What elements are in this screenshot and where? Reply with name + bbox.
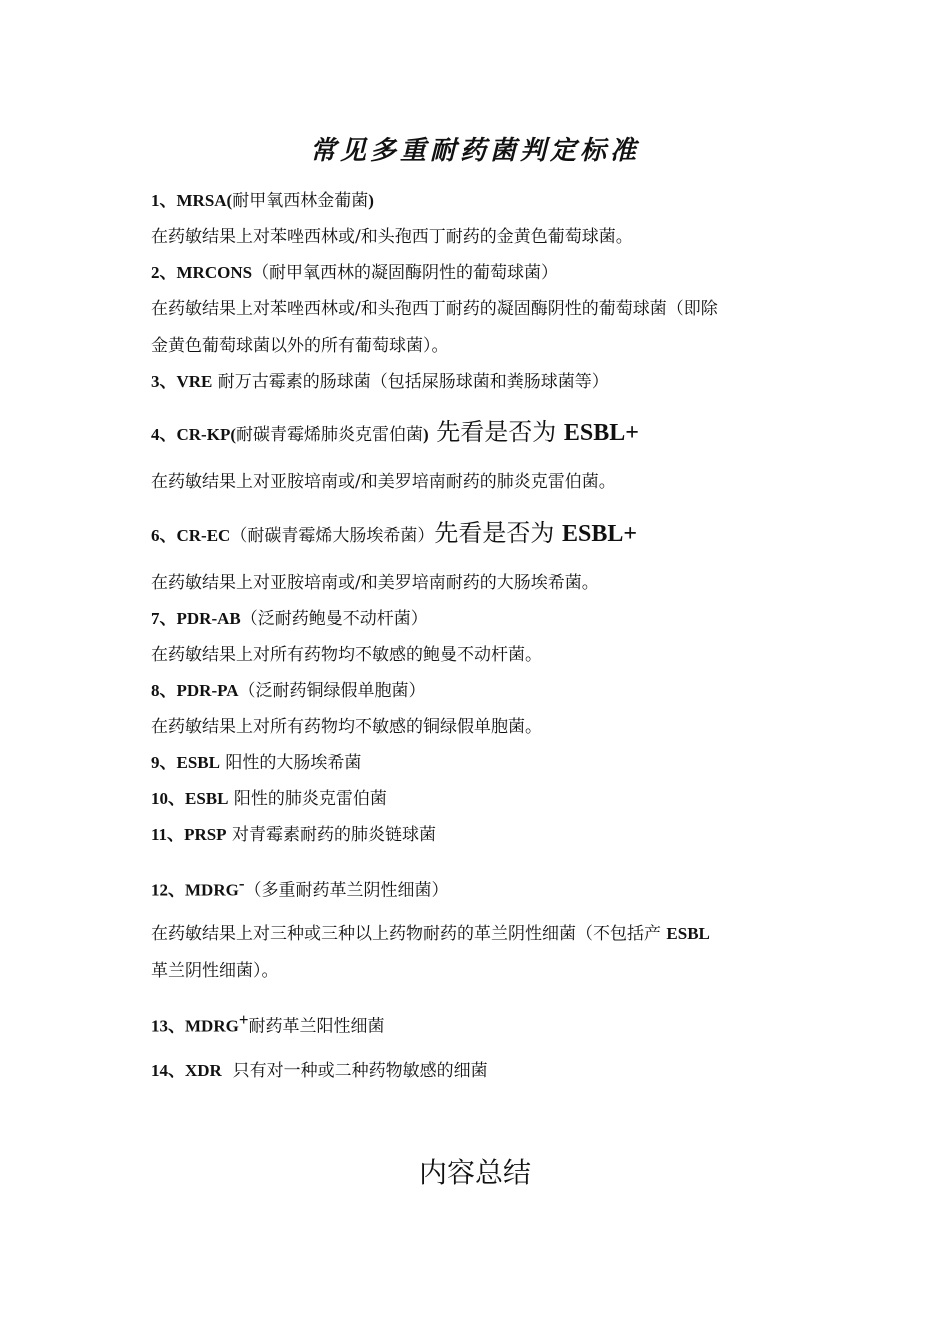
item-number: 12、	[151, 880, 185, 900]
item-code: PDR-PA	[176, 681, 239, 700]
item-7-description: 在药敏结果上对所有药物均不敏感的鲍曼不动杆菌。	[151, 645, 542, 665]
item-8-heading	[151, 680, 811, 702]
item-number: 7、	[151, 609, 177, 628]
item-number: 10、	[151, 789, 185, 808]
item-1-heading	[151, 190, 811, 212]
item-code: MDRG	[185, 880, 239, 900]
item-12-description-line-2: 革兰阴性细菌）。	[151, 961, 279, 981]
item-number: 8、	[151, 681, 177, 700]
item-6-description: 在药敏结果上对亚胺培南或/和美罗培南耐药的大肠埃希菌。	[151, 573, 599, 593]
item-number: 6、	[151, 526, 177, 545]
item-note-code: ESBL+	[563, 420, 639, 446]
item-code: XDR	[185, 1061, 222, 1080]
item-text: （多重耐药革兰阴性细菌）	[244, 880, 449, 901]
item-code: ESBL	[176, 753, 220, 772]
item-code: CR-KP(	[176, 425, 236, 444]
item-code: VRE	[176, 372, 213, 391]
item-text: 耐万古霉素的肠球菌（包括屎肠球菌和粪肠球菌等）	[212, 372, 609, 392]
item-code: MRSA(	[176, 191, 233, 210]
item-note: 先看是否为	[434, 519, 562, 547]
item-text: （泛耐药铜绿假单胞菌）	[238, 681, 426, 701]
page-title: 常见多重耐药菌判定标准	[309, 136, 640, 166]
item-text: （泛耐药鲍曼不动杆菌）	[240, 609, 428, 629]
item-text: 阳性的肺炎克雷伯菌	[228, 789, 387, 809]
item-number: 13、	[151, 1016, 185, 1036]
item-text: 只有对一种或二种药物敏感的细菌	[221, 1061, 488, 1081]
item-3-heading	[151, 371, 811, 393]
item-number: 1、	[151, 191, 177, 210]
item-text: 耐药革兰阳性细菌	[248, 1016, 385, 1037]
item-4-heading	[151, 418, 811, 449]
item-13-heading	[151, 1009, 811, 1038]
item-2-description-line-2: 金黄色葡萄球菌以外的所有葡萄球菌）。	[151, 336, 449, 356]
item-code: MDRG	[185, 1016, 239, 1036]
item-number: 2、	[151, 263, 177, 282]
item-number: 11、	[151, 825, 185, 844]
item-1-description: 在药敏结果上对苯唑西林或/和头孢西丁耐药的金黄色葡萄球菌。	[151, 227, 633, 247]
item-close: )	[368, 191, 374, 210]
item-text: 对青霉素耐药的肺炎链球菌	[226, 825, 436, 845]
item-code: ESBL	[185, 789, 229, 808]
item-6-heading	[151, 519, 811, 550]
item-14-heading	[151, 1060, 811, 1082]
item-text: 耐碳青霉烯肺炎克雷伯菌	[235, 425, 423, 445]
item-2-description-line-1: 在药敏结果上对苯唑西林或/和头孢西丁耐药的凝固酶阴性的葡萄球菌（即除	[151, 299, 718, 319]
item-12-description-line-1	[151, 923, 811, 945]
item-number: 4、	[151, 425, 177, 444]
description-code: ESBL	[666, 924, 710, 943]
item-code: MRCONS	[176, 263, 253, 282]
item-text: 耐甲氧西林金葡菌	[232, 191, 369, 211]
item-12-heading	[151, 873, 811, 902]
item-4-description: 在药敏结果上对亚胺培南或/和美罗培南耐药的肺炎克雷伯菌。	[151, 472, 616, 492]
item-9-heading	[151, 752, 811, 774]
summary-heading: 内容总结	[418, 1156, 531, 1189]
item-8-description: 在药敏结果上对所有药物均不敏感的铜绿假单胞菌。	[151, 717, 542, 737]
item-11-heading	[151, 824, 811, 846]
item-text: 阳性的大肠埃希菌	[219, 753, 362, 773]
item-number: 9、	[151, 753, 177, 772]
item-close: )	[422, 425, 429, 444]
item-code: PRSP	[184, 825, 227, 844]
item-number: 3、	[151, 372, 177, 391]
item-superscript: -	[238, 874, 245, 893]
item-note-code: ESBL+	[561, 521, 638, 547]
item-10-heading	[151, 788, 811, 810]
item-superscript: +	[238, 1010, 249, 1029]
item-text: （耐碳青霉烯大肠埃希菌）	[230, 526, 435, 546]
description-text: 在药敏结果上对三种或三种以上药物耐药的革兰阴性细菌（不包括产	[151, 924, 667, 944]
item-note: 先看是否为	[428, 418, 564, 446]
item-text: （耐甲氧西林的凝固酶阴性的葡萄球菌）	[252, 263, 559, 283]
item-number: 14、	[151, 1061, 185, 1080]
item-2-heading	[151, 262, 811, 284]
item-7-heading	[151, 608, 811, 630]
item-code: PDR-AB	[176, 609, 241, 628]
item-code: CR-EC	[176, 526, 231, 545]
